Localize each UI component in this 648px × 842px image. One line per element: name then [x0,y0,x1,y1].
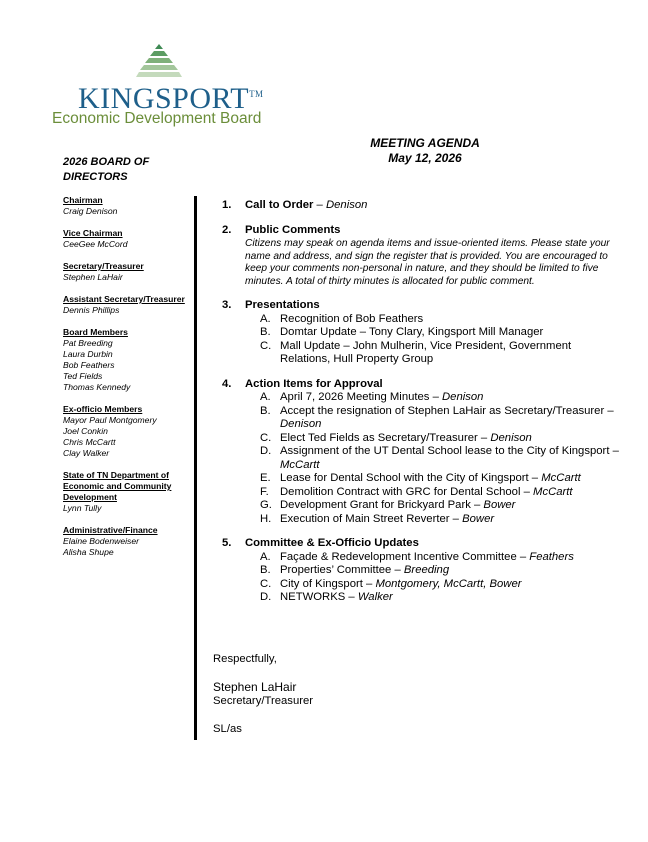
agenda-section-number: 1. [222,199,232,211]
agenda-item-text [280,340,622,367]
agenda-item-letter: D. [260,591,272,604]
board-group-heading: Vice Chairman [63,228,123,238]
agenda-item [260,513,622,527]
agenda-item-text [280,591,622,605]
agenda-item-list [260,551,622,605]
agenda-item-letter: A. [260,312,271,325]
agenda-item-text [280,472,622,486]
agenda-section [222,199,622,213]
board-group-heading: Chairman [63,195,103,205]
agenda-item-owner: Bower [462,512,495,525]
board-member-name: Pat Breeding [63,338,113,348]
board-title: 2026 BOARD OF DIRECTORS [63,156,150,183]
board-member-name: Bob Feathers [63,360,115,370]
agenda-section [222,224,622,289]
agenda-item-letter: B. [260,404,271,417]
agenda-item [260,486,622,500]
agenda-item-text [280,326,622,340]
agenda-item [260,432,622,446]
board-group [63,228,193,250]
agenda-item [260,391,622,405]
board-member-name: Chris McCartt [63,437,116,447]
agenda-item [260,499,622,513]
agenda-item-description: Properties’ Committee – [280,564,404,577]
agenda-item [260,405,622,432]
agenda-item-text [280,405,622,432]
board-group-heading: Secretary/Treasurer [63,261,144,271]
agenda-section-title: Public Comments [245,223,341,236]
board-member-name: Joel Conkin [63,426,108,436]
agenda-item-description: City of Kingsport – [280,577,376,590]
agenda-item-description: April 7, 2026 Meeting Minutes – [280,391,443,404]
kingsport-logo [50,44,270,134]
agenda-item-text [280,486,622,500]
agenda-item [260,578,622,592]
board-member-name: Craig Denison [63,206,118,216]
agenda-item-owner: Breeding [403,564,450,577]
agenda-item-description: Elect Ted Fields as Secretary/Treasurer – [280,431,491,444]
agenda-item [260,591,622,605]
logo-wordmark: KINGSPORT™ [78,82,264,115]
agenda-item-owner: Montgomery, McCartt, Bower [375,577,522,590]
agenda-item-description: Façade & Redevelopment Incentive Committee – [280,550,530,563]
agenda-item-letter: C. [260,431,272,444]
signer-title: Secretary/Treasurer [213,695,314,707]
board-group-heading: State of TN Department of Economic and Community Development [63,470,172,502]
agenda-section-header [222,199,622,213]
agenda-item-description: Demolition Contract with GRC for Dental School – [280,485,534,498]
agenda-item-text [280,499,622,513]
agenda-item-description: Mall Update – John Mulherin, Vice President, Government Relations, Hull Property Group [280,339,572,366]
board-member-name: Dennis Phillips [63,305,120,315]
agenda-item-letter: H. [260,512,272,525]
board-member-name: Lynn Tully [63,503,102,513]
closing-respectfully: Respectfully, [213,653,277,665]
board-member-name: Ted Fields [63,371,103,381]
agenda-date: May 12, 2026 [388,151,462,165]
board-member-name: Thomas Kennedy [63,382,131,392]
board-group [63,195,193,217]
board-group [63,525,193,558]
agenda-item-owner: Denison [280,418,322,431]
board-member-name: Mayor Paul Montgomery [63,415,157,425]
board-group-heading: Ex-officio Members [63,404,143,414]
agenda-section-header [222,537,622,551]
agenda-item [260,564,622,578]
agenda-section-heading [245,537,419,551]
board-group [63,327,193,393]
board-member-name: CeeGee McCord [63,239,128,249]
board-member-name: Elaine Bodenweiser [63,536,139,546]
agenda-section-sep: – [313,199,326,211]
agenda-item-list [260,391,622,526]
agenda-item-letter: A. [260,550,271,563]
agenda-item-owner: Denison [442,391,484,404]
agenda-item-letter: G. [260,499,272,512]
board-group-heading: Board Members [63,327,128,337]
agenda-section-description: Citizens may speak on agenda items and issue-oriented items. Please state your name and address, and sign the register that is provided. You are encouraged to keep your comments non-personal in nature, and they should be limited to five minutes. A total of thirty minutes is allocated for public comment. [245,238,610,287]
board-sidebar [63,195,193,569]
agenda-item-description: Lease for Dental School with the City of Kingsport – [280,472,542,485]
agenda-section-heading [245,378,383,392]
agenda-item-owner: Denison [490,431,532,444]
agenda-item-text [280,432,622,446]
agenda-title: MEETING AGENDA [370,136,480,150]
board-member-name: Clay Walker [63,448,110,458]
agenda-section-number: 2. [222,223,232,236]
agenda-item-owner: McCartt [533,485,573,498]
agenda-section-owner: Denison [325,199,368,211]
agenda-section-heading [245,199,367,213]
agenda-item [260,551,622,565]
agenda-item-description: Assignment of the UT Dental School lease to the City of Kingsport – [280,445,619,458]
closing-block [213,652,313,736]
board-group [63,404,193,459]
agenda-item-text [280,391,622,405]
agenda-item-letter: A. [260,391,271,404]
agenda-section [222,378,622,527]
agenda-body [222,199,622,616]
agenda-item-owner: Feathers [529,550,574,563]
agenda-item-text [280,551,622,565]
pyramid-logo-icon [136,44,182,80]
agenda-item-text [280,513,622,527]
agenda-item-letter: C. [260,339,272,352]
agenda-item-letter: C. [260,577,272,590]
agenda-section-title: Call to Order [245,199,314,211]
agenda-item [260,313,622,327]
agenda-item-owner: McCartt [280,458,320,471]
agenda-item-letter: E. [260,472,271,485]
agenda-item-list [260,313,622,367]
agenda-item-letter: B. [260,564,271,577]
agenda-item-owner: McCartt [541,472,581,485]
agenda-section-header [222,299,622,313]
board-group [63,470,193,514]
agenda-section-number: 5. [222,537,232,550]
agenda-section-title: Presentations [245,299,320,312]
agenda-header [300,136,550,166]
agenda-item-letter: B. [260,326,271,339]
agenda-item [260,445,622,472]
agenda-item-text [280,564,622,578]
agenda-section-number: 4. [222,377,232,390]
agenda-section [222,299,622,367]
agenda-item [260,340,622,367]
agenda-section-title: Action Items for Approval [245,377,383,390]
vertical-divider [194,196,197,740]
agenda-item-description: Execution of Main Street Reverter – [280,512,463,525]
agenda-section-heading [245,299,320,313]
agenda-section [222,537,622,605]
agenda-item-owner: Bower [483,499,516,512]
agenda-item [260,326,622,340]
agenda-section-heading [245,224,340,238]
agenda-section-header [222,224,622,238]
agenda-item-description: Development Grant for Brickyard Park – [280,499,484,512]
board-group-heading: Administrative/Finance [63,525,158,535]
agenda-item-letter: D. [260,445,272,458]
agenda-section-number: 3. [222,299,232,312]
agenda-item-letter: F. [260,485,269,498]
agenda-section-title: Committee & Ex-Officio Updates [245,537,419,550]
agenda-item-text [280,445,622,472]
board-group-heading: Assistant Secretary/Treasurer [63,294,185,304]
typist-initials: SL/as [213,723,242,735]
agenda-item-text [280,578,622,592]
board-member-name: Laura Durbin [63,349,113,359]
agenda-item-description: NETWORKS – [280,591,358,604]
agenda-item-description: Accept the resignation of Stephen LaHair as Secretary/Treasurer – [280,404,614,417]
agenda-item-owner: Walker [357,591,393,604]
board-member-name: Alisha Shupe [63,547,114,557]
agenda-item-text [280,313,622,327]
agenda-item-description: Domtar Update – Tony Clary, Kingsport Mill Manager [280,326,544,339]
logo-subtitle: Economic Development Board [52,110,262,127]
signer-name: Stephen LaHair [213,680,297,694]
agenda-section-header [222,378,622,392]
board-group [63,294,193,316]
agenda-item [260,472,622,486]
board-member-name: Stephen LaHair [63,272,123,282]
agenda-item-description: Recognition of Bob Feathers [280,312,424,325]
board-group [63,261,193,283]
